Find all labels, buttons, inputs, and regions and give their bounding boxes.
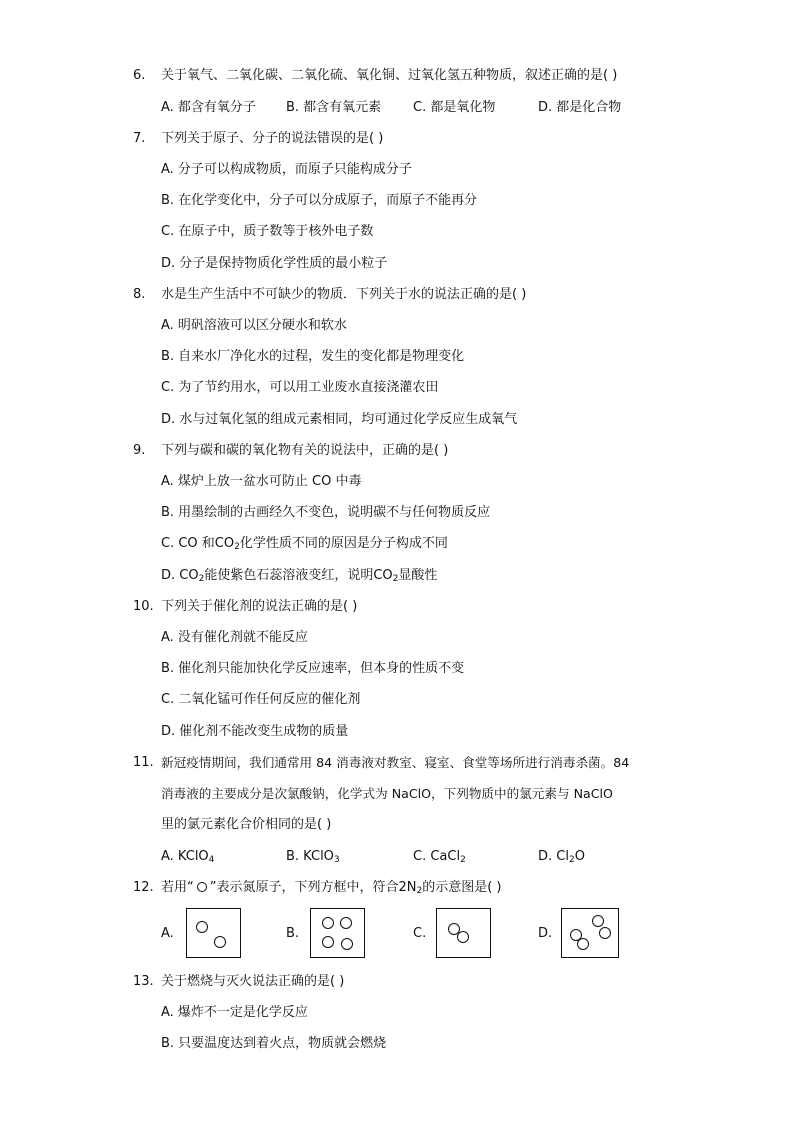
q13-stem: 关于燃烧与灭火说法正确的是( ) [161, 974, 345, 989]
q9-number: 9. [133, 443, 146, 458]
q11-option-b: B. KClO$_3$ [286, 849, 340, 865]
q9-stem: 下列与碳和碳的氧化物有关的说法中，正确的是( ) [161, 443, 449, 458]
q10-number: 10. [133, 599, 154, 614]
q7-option-c: C. 在原子中，质子数等于核外电子数 [161, 224, 374, 239]
atom [341, 938, 353, 950]
q10-stem: 下列关于催化剂的说法正确的是( ) [161, 599, 358, 614]
q11-stem-line2: 消毒液的主要成分是次氯酸钠，化学式为 NaClO，下列物质中的氯元素与 NaClO [161, 786, 613, 801]
q12-diagram-b [310, 908, 365, 958]
q10-option-d: D. 催化剂不能改变生成物的质量 [161, 724, 349, 739]
q11-stem-line1: 新冠疫情期间，我们通常用 84 消毒液对教室、寝室、食堂等场所进行消毒杀菌。84 [161, 755, 630, 770]
q6-option-c: C. 都是氧化物 [413, 100, 496, 115]
q7-number: 7. [133, 131, 146, 146]
q8-option-a: A. 明矾溶液可以区分硬水和软水 [161, 318, 347, 333]
atom [592, 915, 604, 927]
q10-option-b: B. 催化剂只能加快化学反应速率，但本身的性质不变 [161, 661, 465, 676]
q7-stem: 下列关于原子、分子的说法错误的是( ) [161, 131, 384, 146]
q12-number: 12. [133, 880, 154, 895]
q6-option-a: A. 都含有氧分子 [161, 100, 256, 115]
q11-option-a: A. KClO$_4$ [161, 849, 215, 865]
q8-option-b: B. 自来水厂净化水的过程，发生的变化都是物理变化 [161, 349, 465, 364]
q11-option-d: D. $Cl_2O$ [538, 849, 585, 865]
q9-option-b: B. 用墨绘制的古画经久不变色，说明碳不与任何物质反应 [161, 505, 491, 520]
q9-option-d: D. $CO_2$能使紫色石蕊溶液变红，说明$CO_2$显酸性 [161, 568, 438, 584]
q6-option-d: D. 都是化合物 [538, 100, 622, 115]
q12-diagram-d [561, 908, 619, 958]
atom [577, 938, 589, 950]
atom [599, 927, 611, 939]
atom [196, 921, 208, 933]
q6-option-b: B. 都含有氧元素 [286, 100, 382, 115]
q10-option-c: C. 二氧化锰可作任何反应的催化剂 [161, 692, 361, 707]
q9-option-a: A. 煤炉上放一盆水可防止 CO 中毒 [161, 474, 362, 489]
q6-stem: 关于氧气、二氧化碳、二氧化硫、氧化铜、过氧化氢五种物质，叙述正确的是( ) [161, 68, 618, 83]
q8-option-c: C. 为了节约用水，可以用工业废水直接浇灌农田 [161, 380, 439, 395]
q8-stem: 水是生产生活中不可缺少的物质．下列关于水的说法正确的是( ) [161, 287, 527, 302]
atom [322, 917, 334, 929]
q7-option-b: B. 在化学变化中，分子可以分成原子，而原子不能再分 [161, 193, 478, 208]
atom [340, 917, 352, 929]
q12-diagram-c [436, 908, 491, 958]
q11-number: 11. [133, 755, 154, 770]
q13-number: 13. [133, 974, 154, 989]
q12-diagram-a [186, 908, 241, 958]
q8-option-d: D. 水与过氧化氢的组成元素相同，均可通过化学反应生成氧气 [161, 412, 518, 427]
q9-option-c: C. CO 和$CO_2$化学性质不同的原因是分子构成不同 [161, 536, 448, 552]
q10-option-a: A. 没有催化剂就不能反应 [161, 630, 308, 645]
atom [457, 931, 469, 943]
q11-option-c: C. CaCl$_2$ [413, 849, 466, 865]
q7-option-d: D. 分子是保持物质化学性质的最小粒子 [161, 256, 388, 271]
q12-option-a-label: A. [161, 926, 174, 941]
atom [214, 936, 226, 948]
q12-option-b-label: B. [286, 926, 300, 941]
atom [322, 936, 334, 948]
q11-stem-line3: 里的氯元素化合价相同的是( ) [161, 817, 332, 832]
q13-option-a: A. 爆炸不一定是化学反应 [161, 1005, 308, 1020]
q6-number: 6. [133, 68, 146, 83]
q8-number: 8. [133, 287, 146, 302]
q13-option-b: B. 只要温度达到着火点，物质就会燃烧 [161, 1036, 387, 1051]
nitrogen-atom-circle-icon [197, 882, 207, 892]
q7-option-a: A. 分子可以构成物质，而原子只能构成分子 [161, 162, 412, 177]
q12-option-d-label: D. [538, 926, 553, 941]
q12-option-c-label: C. [413, 926, 427, 941]
q12-stem: 若用“ ”表示氮原子，下列方框中，符合$2N_2$的示意图是( ) [161, 880, 502, 896]
